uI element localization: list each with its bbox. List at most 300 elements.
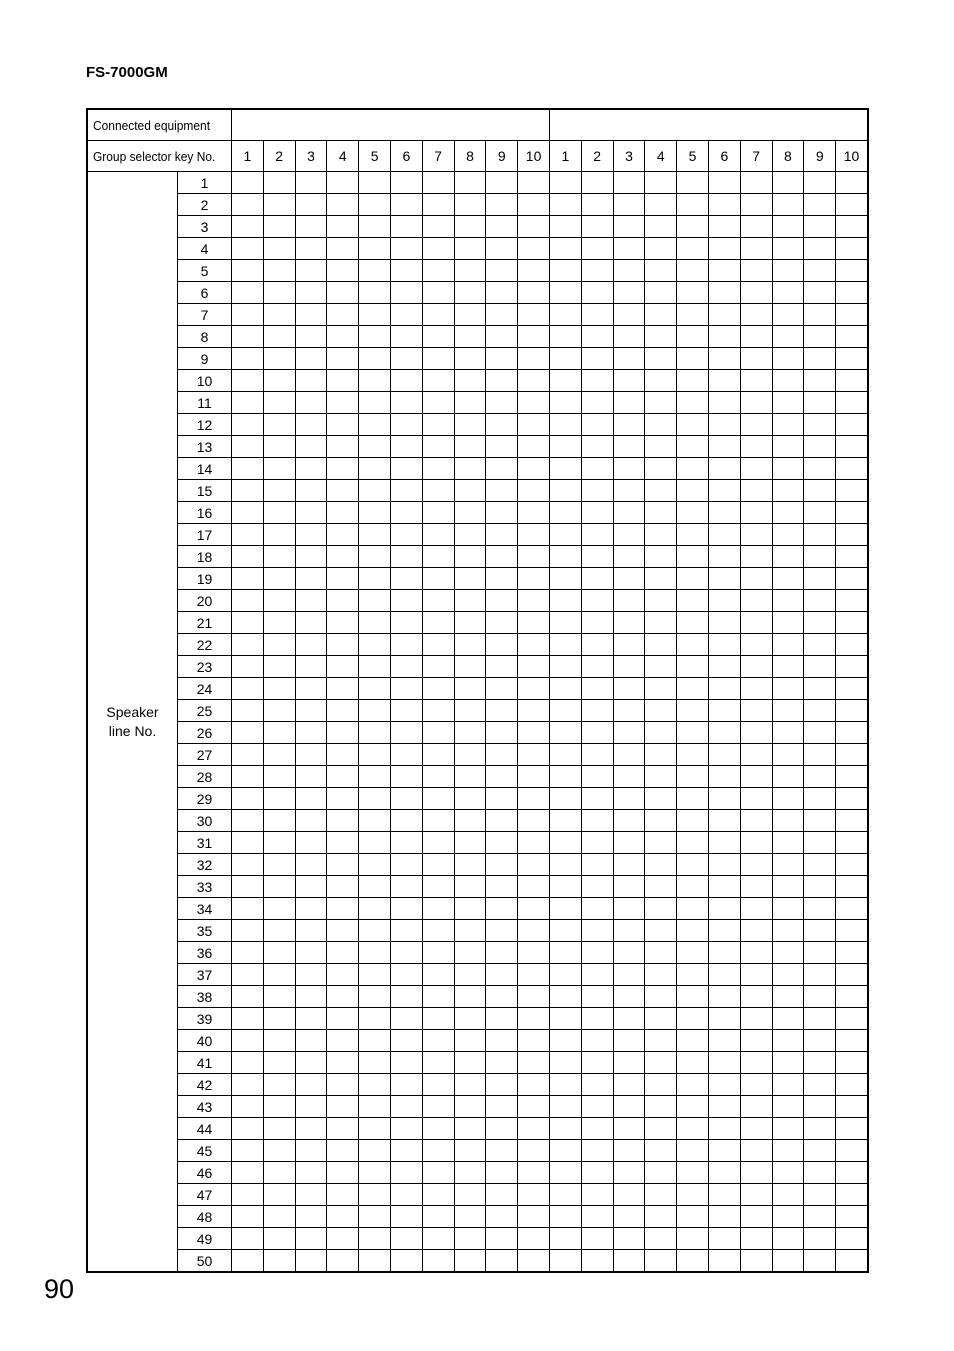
assignment-cell[interactable] xyxy=(263,744,295,766)
assignment-cell[interactable] xyxy=(390,766,422,788)
assignment-cell[interactable] xyxy=(581,986,613,1008)
assignment-cell[interactable] xyxy=(581,854,613,876)
assignment-cell[interactable] xyxy=(549,216,581,238)
assignment-cell[interactable] xyxy=(772,590,804,612)
assignment-cell[interactable] xyxy=(836,678,868,700)
assignment-cell[interactable] xyxy=(327,722,359,744)
assignment-cell[interactable] xyxy=(549,304,581,326)
assignment-cell[interactable] xyxy=(581,942,613,964)
assignment-cell[interactable] xyxy=(390,656,422,678)
assignment-cell[interactable] xyxy=(677,480,709,502)
assignment-cell[interactable] xyxy=(740,1074,772,1096)
assignment-cell[interactable] xyxy=(327,216,359,238)
assignment-cell[interactable] xyxy=(422,1250,454,1272)
assignment-cell[interactable] xyxy=(359,172,391,194)
assignment-cell[interactable] xyxy=(422,854,454,876)
assignment-cell[interactable] xyxy=(804,898,836,920)
assignment-cell[interactable] xyxy=(804,678,836,700)
assignment-cell[interactable] xyxy=(518,194,550,216)
assignment-cell[interactable] xyxy=(232,172,264,194)
assignment-cell[interactable] xyxy=(677,370,709,392)
assignment-cell[interactable] xyxy=(327,1228,359,1250)
assignment-cell[interactable] xyxy=(677,656,709,678)
assignment-cell[interactable] xyxy=(263,1250,295,1272)
assignment-cell[interactable] xyxy=(613,524,645,546)
assignment-cell[interactable] xyxy=(581,414,613,436)
assignment-cell[interactable] xyxy=(359,832,391,854)
assignment-cell[interactable] xyxy=(772,502,804,524)
assignment-cell[interactable] xyxy=(263,964,295,986)
assignment-cell[interactable] xyxy=(677,1206,709,1228)
assignment-cell[interactable] xyxy=(581,634,613,656)
assignment-cell[interactable] xyxy=(677,326,709,348)
assignment-cell[interactable] xyxy=(422,392,454,414)
assignment-cell[interactable] xyxy=(486,700,518,722)
assignment-cell[interactable] xyxy=(836,898,868,920)
assignment-cell[interactable] xyxy=(677,986,709,1008)
assignment-cell[interactable] xyxy=(677,1250,709,1272)
assignment-cell[interactable] xyxy=(390,568,422,590)
assignment-cell[interactable] xyxy=(327,1140,359,1162)
assignment-cell[interactable] xyxy=(740,436,772,458)
assignment-cell[interactable] xyxy=(327,1206,359,1228)
assignment-cell[interactable] xyxy=(422,898,454,920)
assignment-cell[interactable] xyxy=(486,744,518,766)
assignment-cell[interactable] xyxy=(677,392,709,414)
assignment-cell[interactable] xyxy=(454,810,486,832)
assignment-cell[interactable] xyxy=(581,392,613,414)
assignment-cell[interactable] xyxy=(454,326,486,348)
assignment-cell[interactable] xyxy=(708,1030,740,1052)
assignment-cell[interactable] xyxy=(486,612,518,634)
assignment-cell[interactable] xyxy=(518,480,550,502)
assignment-cell[interactable] xyxy=(549,392,581,414)
assignment-cell[interactable] xyxy=(613,370,645,392)
assignment-cell[interactable] xyxy=(518,788,550,810)
assignment-cell[interactable] xyxy=(613,172,645,194)
assignment-cell[interactable] xyxy=(708,172,740,194)
assignment-cell[interactable] xyxy=(327,744,359,766)
assignment-cell[interactable] xyxy=(263,1008,295,1030)
assignment-cell[interactable] xyxy=(422,436,454,458)
assignment-cell[interactable] xyxy=(772,964,804,986)
assignment-cell[interactable] xyxy=(327,414,359,436)
assignment-cell[interactable] xyxy=(263,370,295,392)
assignment-cell[interactable] xyxy=(422,458,454,480)
assignment-cell[interactable] xyxy=(677,722,709,744)
assignment-cell[interactable] xyxy=(390,392,422,414)
assignment-cell[interactable] xyxy=(263,546,295,568)
assignment-cell[interactable] xyxy=(677,216,709,238)
assignment-cell[interactable] xyxy=(740,568,772,590)
assignment-cell[interactable] xyxy=(804,1074,836,1096)
assignment-cell[interactable] xyxy=(232,216,264,238)
assignment-cell[interactable] xyxy=(836,1074,868,1096)
assignment-cell[interactable] xyxy=(645,744,677,766)
assignment-cell[interactable] xyxy=(804,260,836,282)
assignment-cell[interactable] xyxy=(390,458,422,480)
assignment-cell[interactable] xyxy=(581,1118,613,1140)
assignment-cell[interactable] xyxy=(772,392,804,414)
assignment-cell[interactable] xyxy=(613,282,645,304)
assignment-cell[interactable] xyxy=(486,634,518,656)
assignment-cell[interactable] xyxy=(295,1118,327,1140)
assignment-cell[interactable] xyxy=(581,744,613,766)
assignment-cell[interactable] xyxy=(327,392,359,414)
assignment-cell[interactable] xyxy=(804,854,836,876)
assignment-cell[interactable] xyxy=(645,1228,677,1250)
assignment-cell[interactable] xyxy=(740,194,772,216)
assignment-cell[interactable] xyxy=(708,766,740,788)
assignment-cell[interactable] xyxy=(359,678,391,700)
assignment-cell[interactable] xyxy=(263,1030,295,1052)
assignment-cell[interactable] xyxy=(295,1008,327,1030)
assignment-cell[interactable] xyxy=(232,1206,264,1228)
assignment-cell[interactable] xyxy=(772,1118,804,1140)
assignment-cell[interactable] xyxy=(836,568,868,590)
assignment-cell[interactable] xyxy=(422,700,454,722)
assignment-cell[interactable] xyxy=(613,854,645,876)
assignment-cell[interactable] xyxy=(295,1140,327,1162)
assignment-cell[interactable] xyxy=(486,348,518,370)
assignment-cell[interactable] xyxy=(740,766,772,788)
assignment-cell[interactable] xyxy=(677,1228,709,1250)
assignment-cell[interactable] xyxy=(422,1052,454,1074)
assignment-cell[interactable] xyxy=(836,832,868,854)
assignment-cell[interactable] xyxy=(645,986,677,1008)
assignment-cell[interactable] xyxy=(708,854,740,876)
assignment-cell[interactable] xyxy=(518,1052,550,1074)
assignment-cell[interactable] xyxy=(359,1030,391,1052)
assignment-cell[interactable] xyxy=(422,260,454,282)
assignment-cell[interactable] xyxy=(708,876,740,898)
assignment-cell[interactable] xyxy=(836,810,868,832)
assignment-cell[interactable] xyxy=(359,1140,391,1162)
assignment-cell[interactable] xyxy=(581,722,613,744)
assignment-cell[interactable] xyxy=(327,1052,359,1074)
assignment-cell[interactable] xyxy=(232,392,264,414)
assignment-cell[interactable] xyxy=(613,612,645,634)
assignment-cell[interactable] xyxy=(486,568,518,590)
assignment-cell[interactable] xyxy=(804,480,836,502)
assignment-cell[interactable] xyxy=(549,1206,581,1228)
assignment-cell[interactable] xyxy=(613,1206,645,1228)
assignment-cell[interactable] xyxy=(772,788,804,810)
assignment-cell[interactable] xyxy=(708,832,740,854)
assignment-cell[interactable] xyxy=(836,172,868,194)
assignment-cell[interactable] xyxy=(677,1184,709,1206)
assignment-cell[interactable] xyxy=(549,964,581,986)
assignment-cell[interactable] xyxy=(486,722,518,744)
assignment-cell[interactable] xyxy=(518,370,550,392)
assignment-cell[interactable] xyxy=(454,656,486,678)
assignment-cell[interactable] xyxy=(359,436,391,458)
assignment-cell[interactable] xyxy=(836,326,868,348)
assignment-cell[interactable] xyxy=(740,1118,772,1140)
assignment-cell[interactable] xyxy=(740,326,772,348)
assignment-cell[interactable] xyxy=(645,326,677,348)
assignment-cell[interactable] xyxy=(804,744,836,766)
assignment-cell[interactable] xyxy=(232,898,264,920)
assignment-cell[interactable] xyxy=(359,810,391,832)
assignment-cell[interactable] xyxy=(581,502,613,524)
assignment-cell[interactable] xyxy=(295,942,327,964)
assignment-cell[interactable] xyxy=(295,1184,327,1206)
assignment-cell[interactable] xyxy=(295,612,327,634)
assignment-cell[interactable] xyxy=(740,590,772,612)
assignment-cell[interactable] xyxy=(645,172,677,194)
assignment-cell[interactable] xyxy=(549,1052,581,1074)
assignment-cell[interactable] xyxy=(708,964,740,986)
assignment-cell[interactable] xyxy=(327,1162,359,1184)
assignment-cell[interactable] xyxy=(581,546,613,568)
assignment-cell[interactable] xyxy=(263,282,295,304)
assignment-cell[interactable] xyxy=(677,744,709,766)
assignment-cell[interactable] xyxy=(232,964,264,986)
assignment-cell[interactable] xyxy=(645,876,677,898)
assignment-cell[interactable] xyxy=(613,942,645,964)
assignment-cell[interactable] xyxy=(708,326,740,348)
assignment-cell[interactable] xyxy=(327,502,359,524)
assignment-cell[interactable] xyxy=(645,1184,677,1206)
assignment-cell[interactable] xyxy=(518,942,550,964)
assignment-cell[interactable] xyxy=(232,1030,264,1052)
assignment-cell[interactable] xyxy=(454,722,486,744)
assignment-cell[interactable] xyxy=(263,568,295,590)
assignment-cell[interactable] xyxy=(645,612,677,634)
assignment-cell[interactable] xyxy=(232,744,264,766)
assignment-cell[interactable] xyxy=(804,568,836,590)
assignment-cell[interactable] xyxy=(518,1184,550,1206)
assignment-cell[interactable] xyxy=(645,480,677,502)
assignment-cell[interactable] xyxy=(422,678,454,700)
assignment-cell[interactable] xyxy=(804,348,836,370)
assignment-cell[interactable] xyxy=(263,1228,295,1250)
assignment-cell[interactable] xyxy=(740,1162,772,1184)
assignment-cell[interactable] xyxy=(518,392,550,414)
assignment-cell[interactable] xyxy=(549,480,581,502)
assignment-cell[interactable] xyxy=(645,810,677,832)
assignment-cell[interactable] xyxy=(804,282,836,304)
assignment-cell[interactable] xyxy=(645,1074,677,1096)
assignment-cell[interactable] xyxy=(295,304,327,326)
assignment-cell[interactable] xyxy=(232,348,264,370)
assignment-cell[interactable] xyxy=(581,480,613,502)
assignment-cell[interactable] xyxy=(645,1008,677,1030)
assignment-cell[interactable] xyxy=(232,722,264,744)
assignment-cell[interactable] xyxy=(836,700,868,722)
assignment-cell[interactable] xyxy=(804,216,836,238)
assignment-cell[interactable] xyxy=(359,942,391,964)
assignment-cell[interactable] xyxy=(295,1206,327,1228)
assignment-cell[interactable] xyxy=(740,282,772,304)
assignment-cell[interactable] xyxy=(549,766,581,788)
assignment-cell[interactable] xyxy=(836,1162,868,1184)
assignment-cell[interactable] xyxy=(677,172,709,194)
assignment-cell[interactable] xyxy=(581,832,613,854)
assignment-cell[interactable] xyxy=(549,1228,581,1250)
assignment-cell[interactable] xyxy=(422,722,454,744)
assignment-cell[interactable] xyxy=(581,524,613,546)
assignment-cell[interactable] xyxy=(295,678,327,700)
assignment-cell[interactable] xyxy=(486,260,518,282)
assignment-cell[interactable] xyxy=(232,1008,264,1030)
assignment-cell[interactable] xyxy=(772,194,804,216)
assignment-cell[interactable] xyxy=(327,1250,359,1272)
assignment-cell[interactable] xyxy=(804,524,836,546)
assignment-cell[interactable] xyxy=(232,502,264,524)
assignment-cell[interactable] xyxy=(359,392,391,414)
assignment-cell[interactable] xyxy=(295,568,327,590)
assignment-cell[interactable] xyxy=(677,920,709,942)
assignment-cell[interactable] xyxy=(804,1140,836,1162)
assignment-cell[interactable] xyxy=(232,326,264,348)
assignment-cell[interactable] xyxy=(295,414,327,436)
assignment-cell[interactable] xyxy=(422,1008,454,1030)
assignment-cell[interactable] xyxy=(263,898,295,920)
assignment-cell[interactable] xyxy=(740,964,772,986)
assignment-cell[interactable] xyxy=(263,1096,295,1118)
assignment-cell[interactable] xyxy=(263,1140,295,1162)
assignment-cell[interactable] xyxy=(454,986,486,1008)
assignment-cell[interactable] xyxy=(677,260,709,282)
assignment-cell[interactable] xyxy=(232,1228,264,1250)
assignment-cell[interactable] xyxy=(422,370,454,392)
assignment-cell[interactable] xyxy=(327,282,359,304)
assignment-cell[interactable] xyxy=(836,1096,868,1118)
assignment-cell[interactable] xyxy=(518,326,550,348)
assignment-cell[interactable] xyxy=(359,634,391,656)
assignment-cell[interactable] xyxy=(836,1140,868,1162)
assignment-cell[interactable] xyxy=(454,854,486,876)
assignment-cell[interactable] xyxy=(581,348,613,370)
assignment-cell[interactable] xyxy=(486,876,518,898)
assignment-cell[interactable] xyxy=(836,370,868,392)
assignment-cell[interactable] xyxy=(232,810,264,832)
assignment-cell[interactable] xyxy=(581,898,613,920)
assignment-cell[interactable] xyxy=(454,612,486,634)
assignment-cell[interactable] xyxy=(327,590,359,612)
assignment-cell[interactable] xyxy=(390,788,422,810)
assignment-cell[interactable] xyxy=(836,612,868,634)
assignment-cell[interactable] xyxy=(390,238,422,260)
assignment-cell[interactable] xyxy=(772,480,804,502)
assignment-cell[interactable] xyxy=(359,458,391,480)
assignment-cell[interactable] xyxy=(518,524,550,546)
assignment-cell[interactable] xyxy=(708,1096,740,1118)
assignment-cell[interactable] xyxy=(263,524,295,546)
assignment-cell[interactable] xyxy=(327,678,359,700)
assignment-cell[interactable] xyxy=(804,700,836,722)
assignment-cell[interactable] xyxy=(645,194,677,216)
assignment-cell[interactable] xyxy=(804,546,836,568)
assignment-cell[interactable] xyxy=(232,700,264,722)
assignment-cell[interactable] xyxy=(327,964,359,986)
assignment-cell[interactable] xyxy=(422,480,454,502)
assignment-cell[interactable] xyxy=(390,1096,422,1118)
assignment-cell[interactable] xyxy=(836,964,868,986)
assignment-cell[interactable] xyxy=(422,1184,454,1206)
assignment-cell[interactable] xyxy=(390,1250,422,1272)
assignment-cell[interactable] xyxy=(390,524,422,546)
assignment-cell[interactable] xyxy=(518,1118,550,1140)
assignment-cell[interactable] xyxy=(518,304,550,326)
assignment-cell[interactable] xyxy=(708,282,740,304)
assignment-cell[interactable] xyxy=(454,172,486,194)
assignment-cell[interactable] xyxy=(232,1096,264,1118)
assignment-cell[interactable] xyxy=(422,1074,454,1096)
assignment-cell[interactable] xyxy=(740,832,772,854)
assignment-cell[interactable] xyxy=(359,524,391,546)
assignment-cell[interactable] xyxy=(836,590,868,612)
assignment-cell[interactable] xyxy=(295,392,327,414)
assignment-cell[interactable] xyxy=(486,524,518,546)
assignment-cell[interactable] xyxy=(486,810,518,832)
assignment-cell[interactable] xyxy=(390,876,422,898)
assignment-cell[interactable] xyxy=(645,1250,677,1272)
assignment-cell[interactable] xyxy=(677,590,709,612)
assignment-cell[interactable] xyxy=(645,634,677,656)
assignment-cell[interactable] xyxy=(613,1030,645,1052)
assignment-cell[interactable] xyxy=(772,986,804,1008)
assignment-cell[interactable] xyxy=(804,1184,836,1206)
assignment-cell[interactable] xyxy=(645,1096,677,1118)
assignment-cell[interactable] xyxy=(486,480,518,502)
assignment-cell[interactable] xyxy=(613,1118,645,1140)
assignment-cell[interactable] xyxy=(263,1162,295,1184)
assignment-cell[interactable] xyxy=(740,392,772,414)
assignment-cell[interactable] xyxy=(454,194,486,216)
assignment-cell[interactable] xyxy=(645,590,677,612)
assignment-cell[interactable] xyxy=(613,1052,645,1074)
assignment-cell[interactable] xyxy=(422,216,454,238)
assignment-cell[interactable] xyxy=(232,546,264,568)
assignment-cell[interactable] xyxy=(677,810,709,832)
assignment-cell[interactable] xyxy=(518,172,550,194)
assignment-cell[interactable] xyxy=(295,722,327,744)
assignment-cell[interactable] xyxy=(677,436,709,458)
assignment-cell[interactable] xyxy=(836,986,868,1008)
assignment-cell[interactable] xyxy=(232,238,264,260)
assignment-cell[interactable] xyxy=(327,1096,359,1118)
assignment-cell[interactable] xyxy=(581,876,613,898)
assignment-cell[interactable] xyxy=(390,700,422,722)
assignment-cell[interactable] xyxy=(454,1250,486,1272)
assignment-cell[interactable] xyxy=(804,172,836,194)
assignment-cell[interactable] xyxy=(454,700,486,722)
assignment-cell[interactable] xyxy=(327,260,359,282)
assignment-cell[interactable] xyxy=(772,876,804,898)
assignment-cell[interactable] xyxy=(359,700,391,722)
assignment-cell[interactable] xyxy=(836,1052,868,1074)
assignment-cell[interactable] xyxy=(772,348,804,370)
assignment-cell[interactable] xyxy=(708,524,740,546)
assignment-cell[interactable] xyxy=(422,942,454,964)
assignment-cell[interactable] xyxy=(677,766,709,788)
assignment-cell[interactable] xyxy=(581,216,613,238)
assignment-cell[interactable] xyxy=(772,1030,804,1052)
assignment-cell[interactable] xyxy=(613,480,645,502)
assignment-cell[interactable] xyxy=(836,260,868,282)
assignment-cell[interactable] xyxy=(518,920,550,942)
assignment-cell[interactable] xyxy=(836,744,868,766)
assignment-cell[interactable] xyxy=(645,766,677,788)
assignment-cell[interactable] xyxy=(549,700,581,722)
assignment-cell[interactable] xyxy=(708,458,740,480)
assignment-cell[interactable] xyxy=(772,1228,804,1250)
assignment-cell[interactable] xyxy=(708,1074,740,1096)
assignment-cell[interactable] xyxy=(836,414,868,436)
